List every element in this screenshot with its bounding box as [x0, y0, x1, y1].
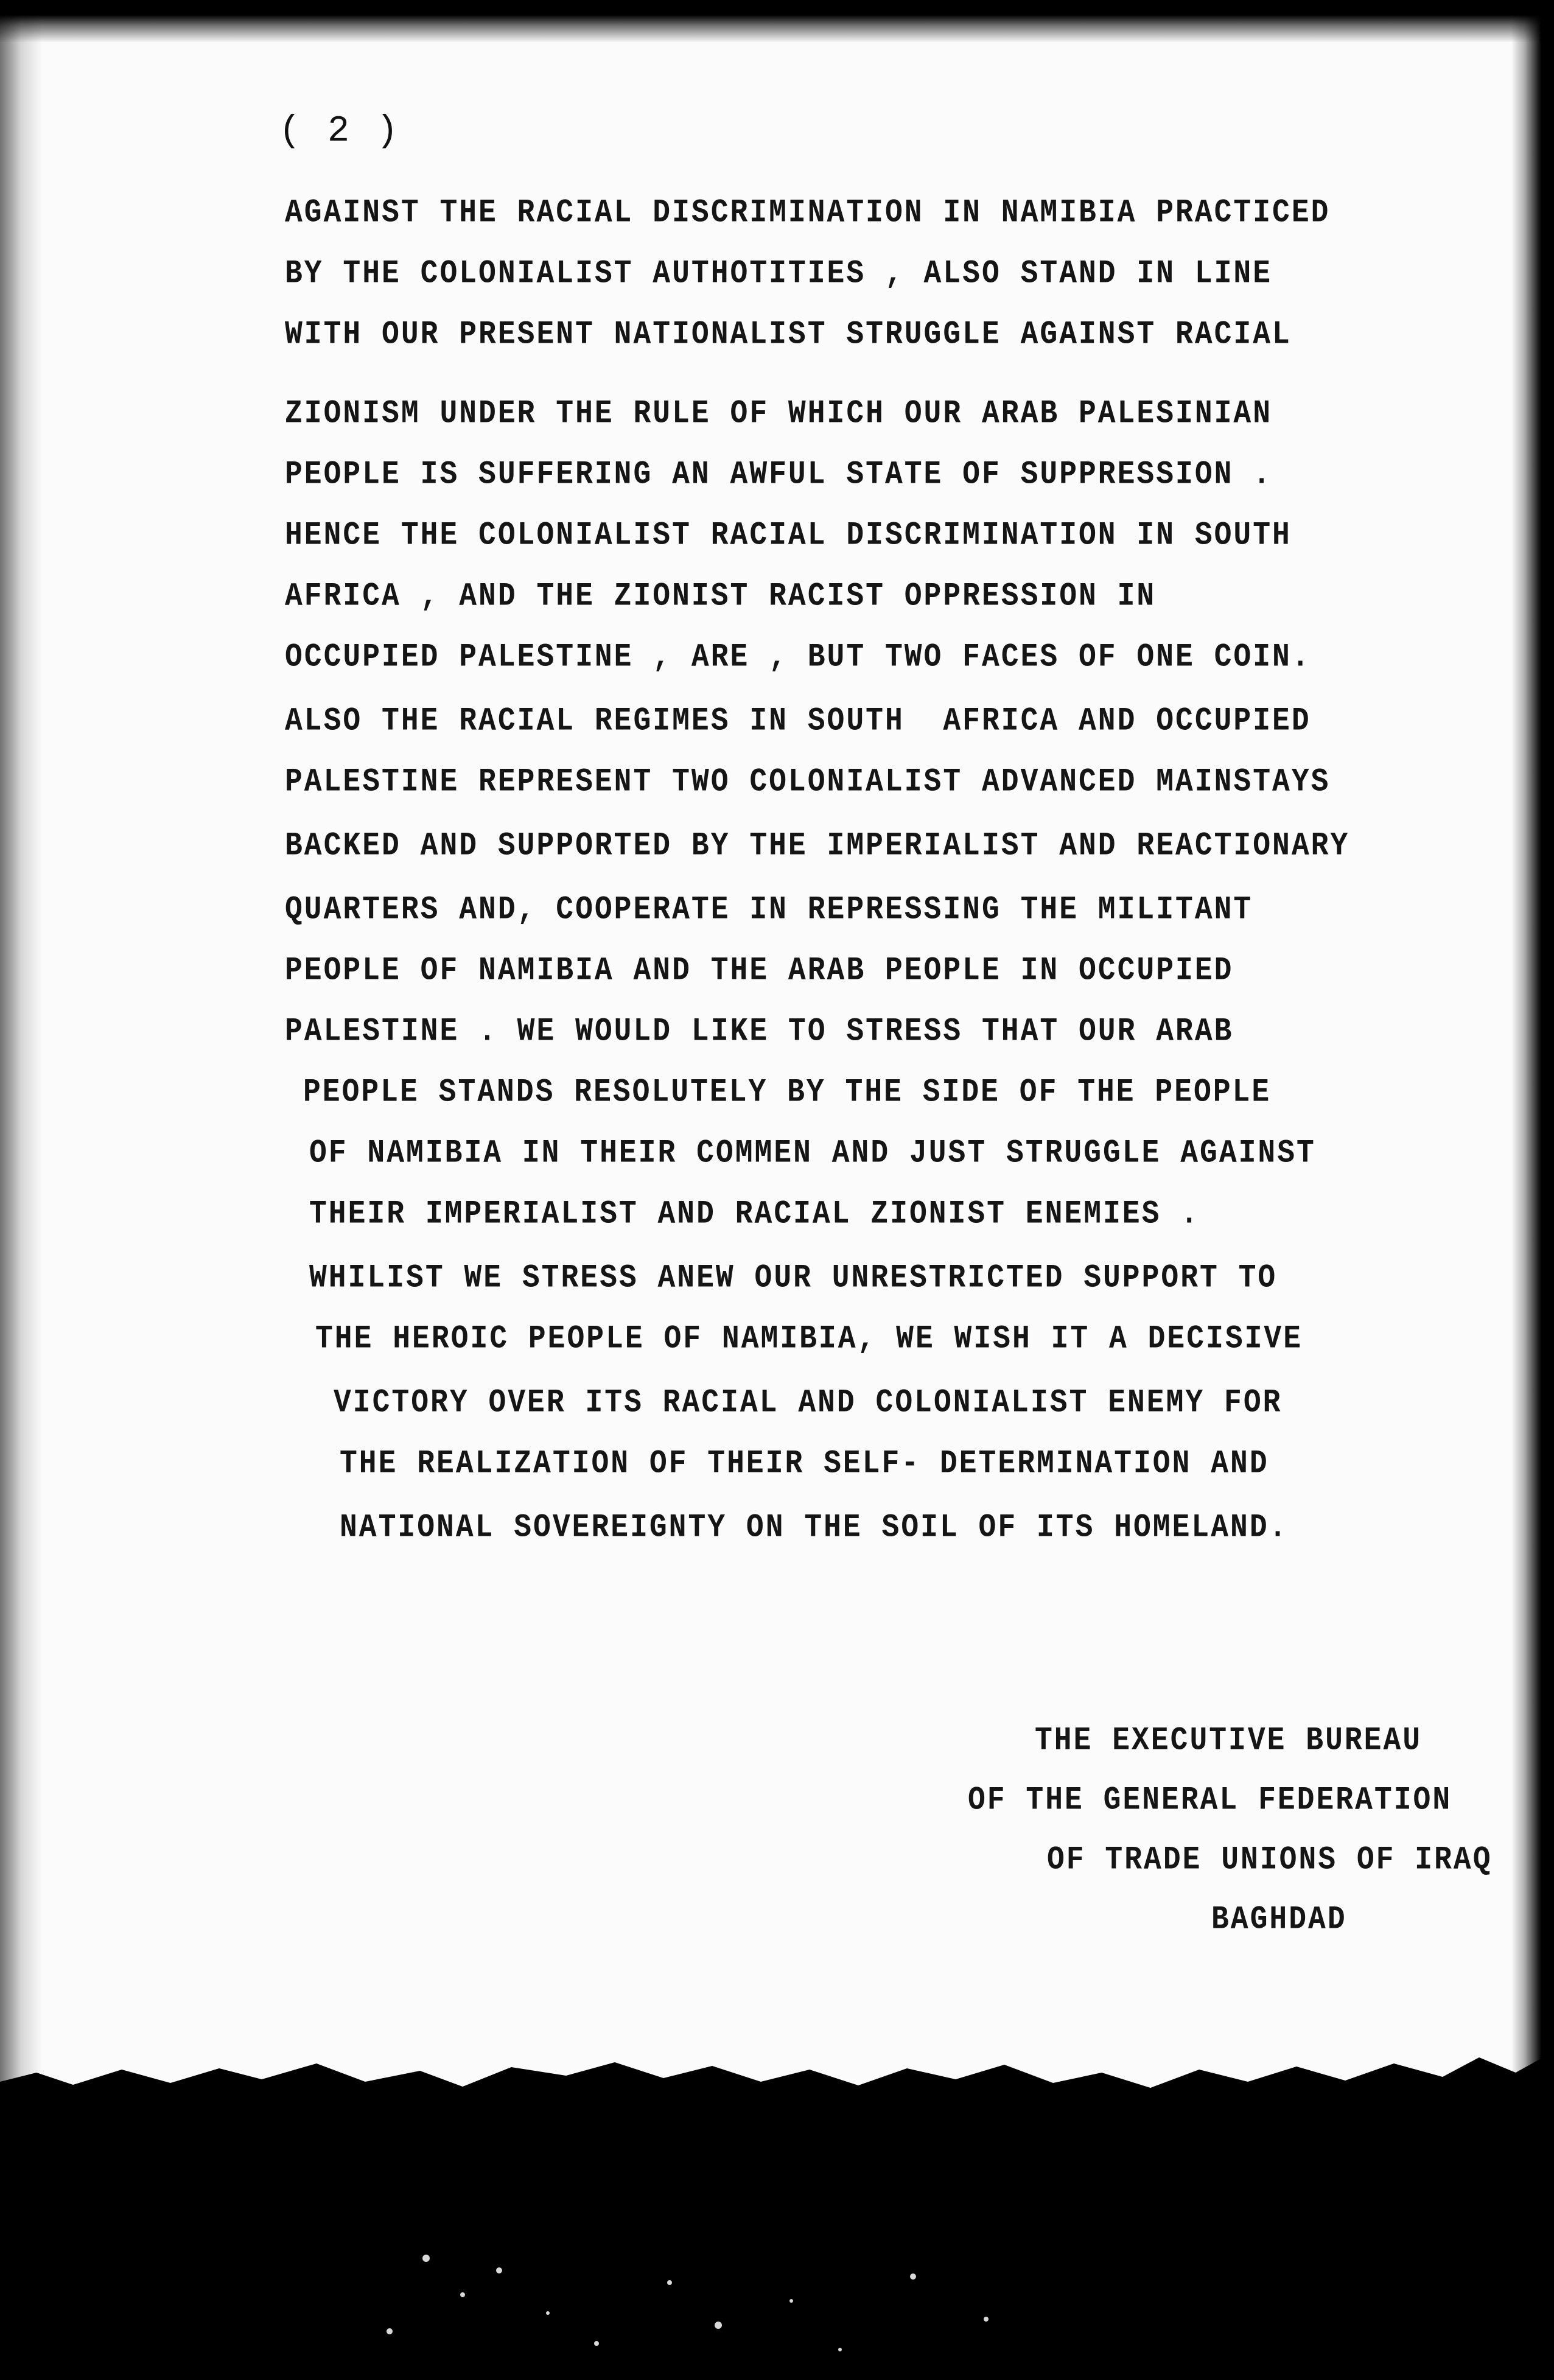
body-line: PALESTINE . WE WOULD LIKE TO STRESS THAT OUR ARAB [285, 1013, 1234, 1051]
body-line: THE HEROIC PEOPLE OF NAMIBIA, WE WISH IT A DECISIVE [315, 1321, 1303, 1358]
signature-line-1: THE EXECUTIVE BUREAU [1035, 1723, 1423, 1760]
body-line: WITH OUR PRESENT NATIONALIST STRUGGLE AGAINST RACIAL [285, 317, 1292, 354]
body-line: PEOPLE IS SUFFERING AN AWFUL STATE OF SUPPRESSION . [285, 457, 1273, 494]
body-line: PALESTINE REPRESENT TWO COLONIALIST ADVANCED MAINSTAYS [285, 764, 1331, 801]
body-line: WHILIST WE STRESS ANEW OUR UNRESTRICTED SUPPORT TO [309, 1260, 1278, 1297]
body-line: AGAINST THE RACIAL DISCRIMINATION IN NAMIBIA PRACTICED [285, 195, 1331, 232]
body-line: THE REALIZATION OF THEIR SELF- DETERMINATION AND [340, 1446, 1269, 1483]
body-line: AFRICA , AND THE ZIONIST RACIST OPPRESSION IN [285, 578, 1157, 615]
signature-line-4: BAGHDAD [1211, 1902, 1347, 1939]
scan-torn-bottom-edge [0, 2039, 1554, 2380]
body-line: VICTORY OVER ITS RACIAL AND COLONIALIST ENEMY FOR [334, 1385, 1283, 1422]
scan-right-edge [1511, 0, 1554, 2380]
page-number: ( 2 ) [279, 111, 401, 152]
body-line: OF NAMIBIA IN THEIR COMMEN AND JUST STRUGGLE AGAINST [309, 1135, 1316, 1172]
body-line: BY THE COLONIALIST AUTHOTITIES , ALSO STAND IN LINE [285, 256, 1273, 293]
body-line: HENCE THE COLONIALIST RACIAL DISCRIMINATION IN SOUTH [285, 517, 1292, 555]
body-line: PEOPLE STANDS RESOLUTELY BY THE SIDE OF THE PEOPLE [303, 1074, 1272, 1111]
signature-line-3: OF TRADE UNIONS OF IRAQ [1047, 1842, 1493, 1879]
scan-top-edge [0, 0, 1554, 43]
signature-line-2: OF THE GENERAL FEDERATION [968, 1782, 1452, 1819]
body-line: ALSO THE RACIAL REGIMES IN SOUTH AFRICA AND OCCUPIED [285, 703, 1311, 740]
scan-left-edge [0, 0, 43, 2380]
body-line: ZIONISM UNDER THE RULE OF WHICH OUR ARAB PALESINIAN [285, 396, 1273, 433]
body-line: BACKED AND SUPPORTED BY THE IMPERIALIST AND REACTIONARY [285, 828, 1350, 865]
body-line: QUARTERS AND, COOPERATE IN REPRESSING THE MILITANT [285, 892, 1253, 929]
body-line: THEIR IMPERIALIST AND RACIAL ZIONIST ENEMIES . [309, 1196, 1200, 1233]
body-line: OCCUPIED PALESTINE , ARE , BUT TWO FACES OF ONE COIN. [285, 639, 1311, 676]
body-line: PEOPLE OF NAMIBIA AND THE ARAB PEOPLE IN OCCUPIED [285, 953, 1234, 990]
body-line: NATIONAL SOVEREIGNTY ON THE SOIL OF ITS HOMELAND. [340, 1510, 1289, 1547]
